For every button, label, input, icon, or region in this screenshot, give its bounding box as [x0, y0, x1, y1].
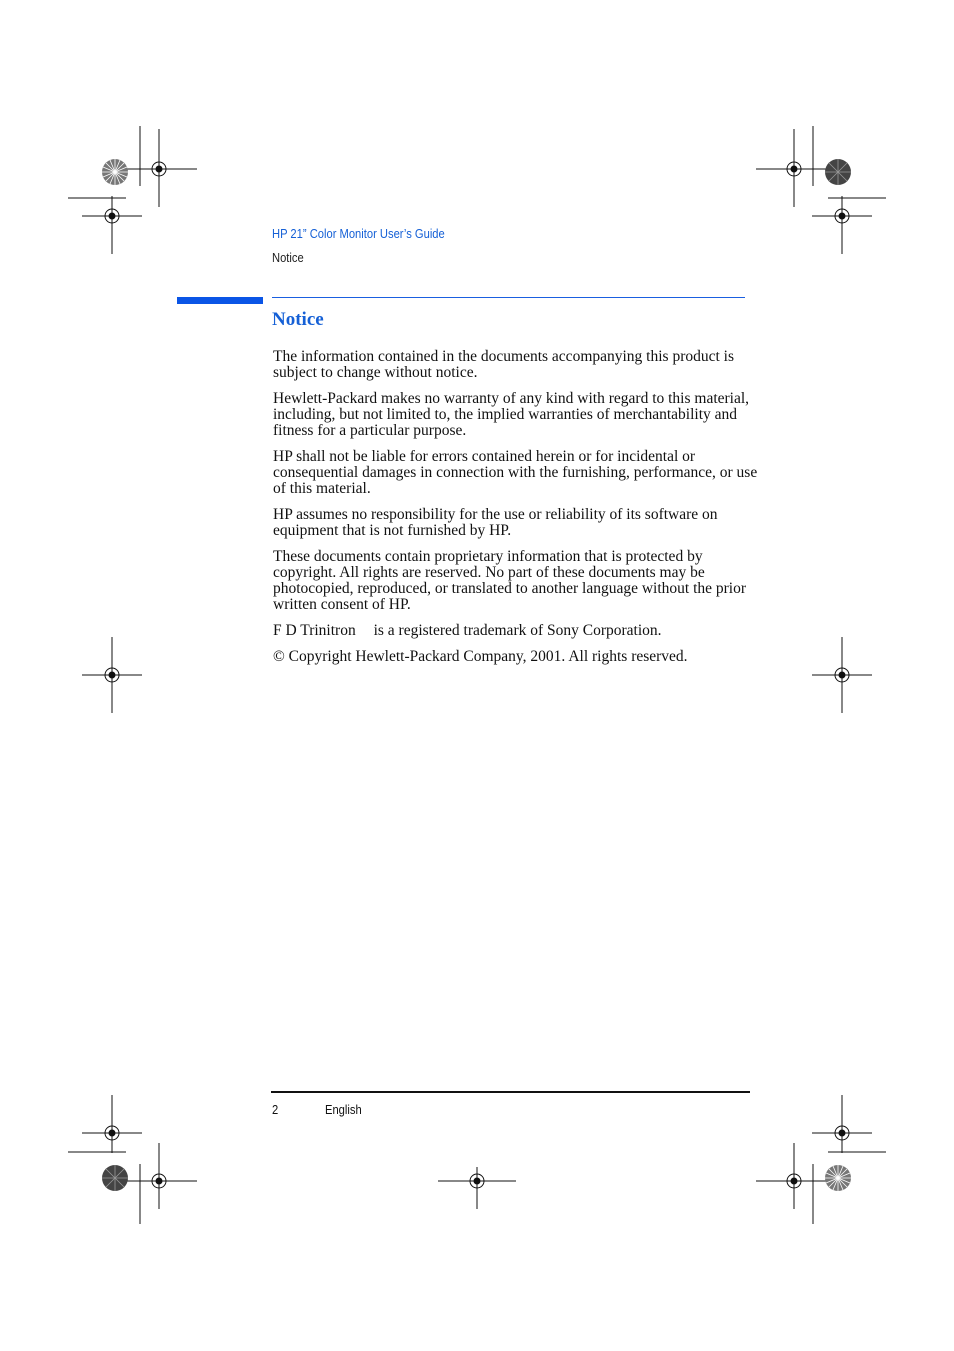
section-accent-bar [177, 297, 263, 304]
paragraph: These documents contain proprietary information that is protected by copyright. All rights are reserved. No part of these documents may be photocopied, reproduced, or translated to another language without the prior written consent of HP. [273, 548, 747, 613]
star-target-icon [102, 159, 851, 1191]
paragraph: The information contained in the documents accompanying this product is subject to change without notice. [273, 348, 735, 381]
footer-rule [271, 1091, 750, 1093]
running-header-section: Notice [272, 250, 304, 265]
footer-language: English [325, 1102, 362, 1117]
page-number: 2 [272, 1102, 279, 1117]
trademark-text: is a registered trademark of Sony Corporation. [373, 622, 662, 639]
paragraph: Hewlett-Packard makes no warranty of any kind with regard to this material, including, but not limited to, the implied warranties of merchantability and fitness for a particular purpose. [273, 390, 750, 439]
running-header-title: HP 21” Color Monitor User’s Guide [272, 226, 445, 241]
copyright-line: © Copyright Hewlett-Packard Company, 2001. All rights reserved. [273, 648, 688, 665]
section-rule [272, 297, 745, 298]
paragraph: HP shall not be liable for errors contained herein or for incidental or consequential damages in connection with the furnishing, performance, or use of this material. [273, 448, 758, 497]
paragraph: HP assumes no responsibility for the use or reliability of its software on equipment that is not furnished by HP. [273, 506, 718, 539]
page-title: Notice [272, 309, 324, 330]
trademark-name: F D Trinitron [273, 622, 356, 639]
notice-body [273, 349, 763, 675]
trademark-line [273, 623, 763, 639]
